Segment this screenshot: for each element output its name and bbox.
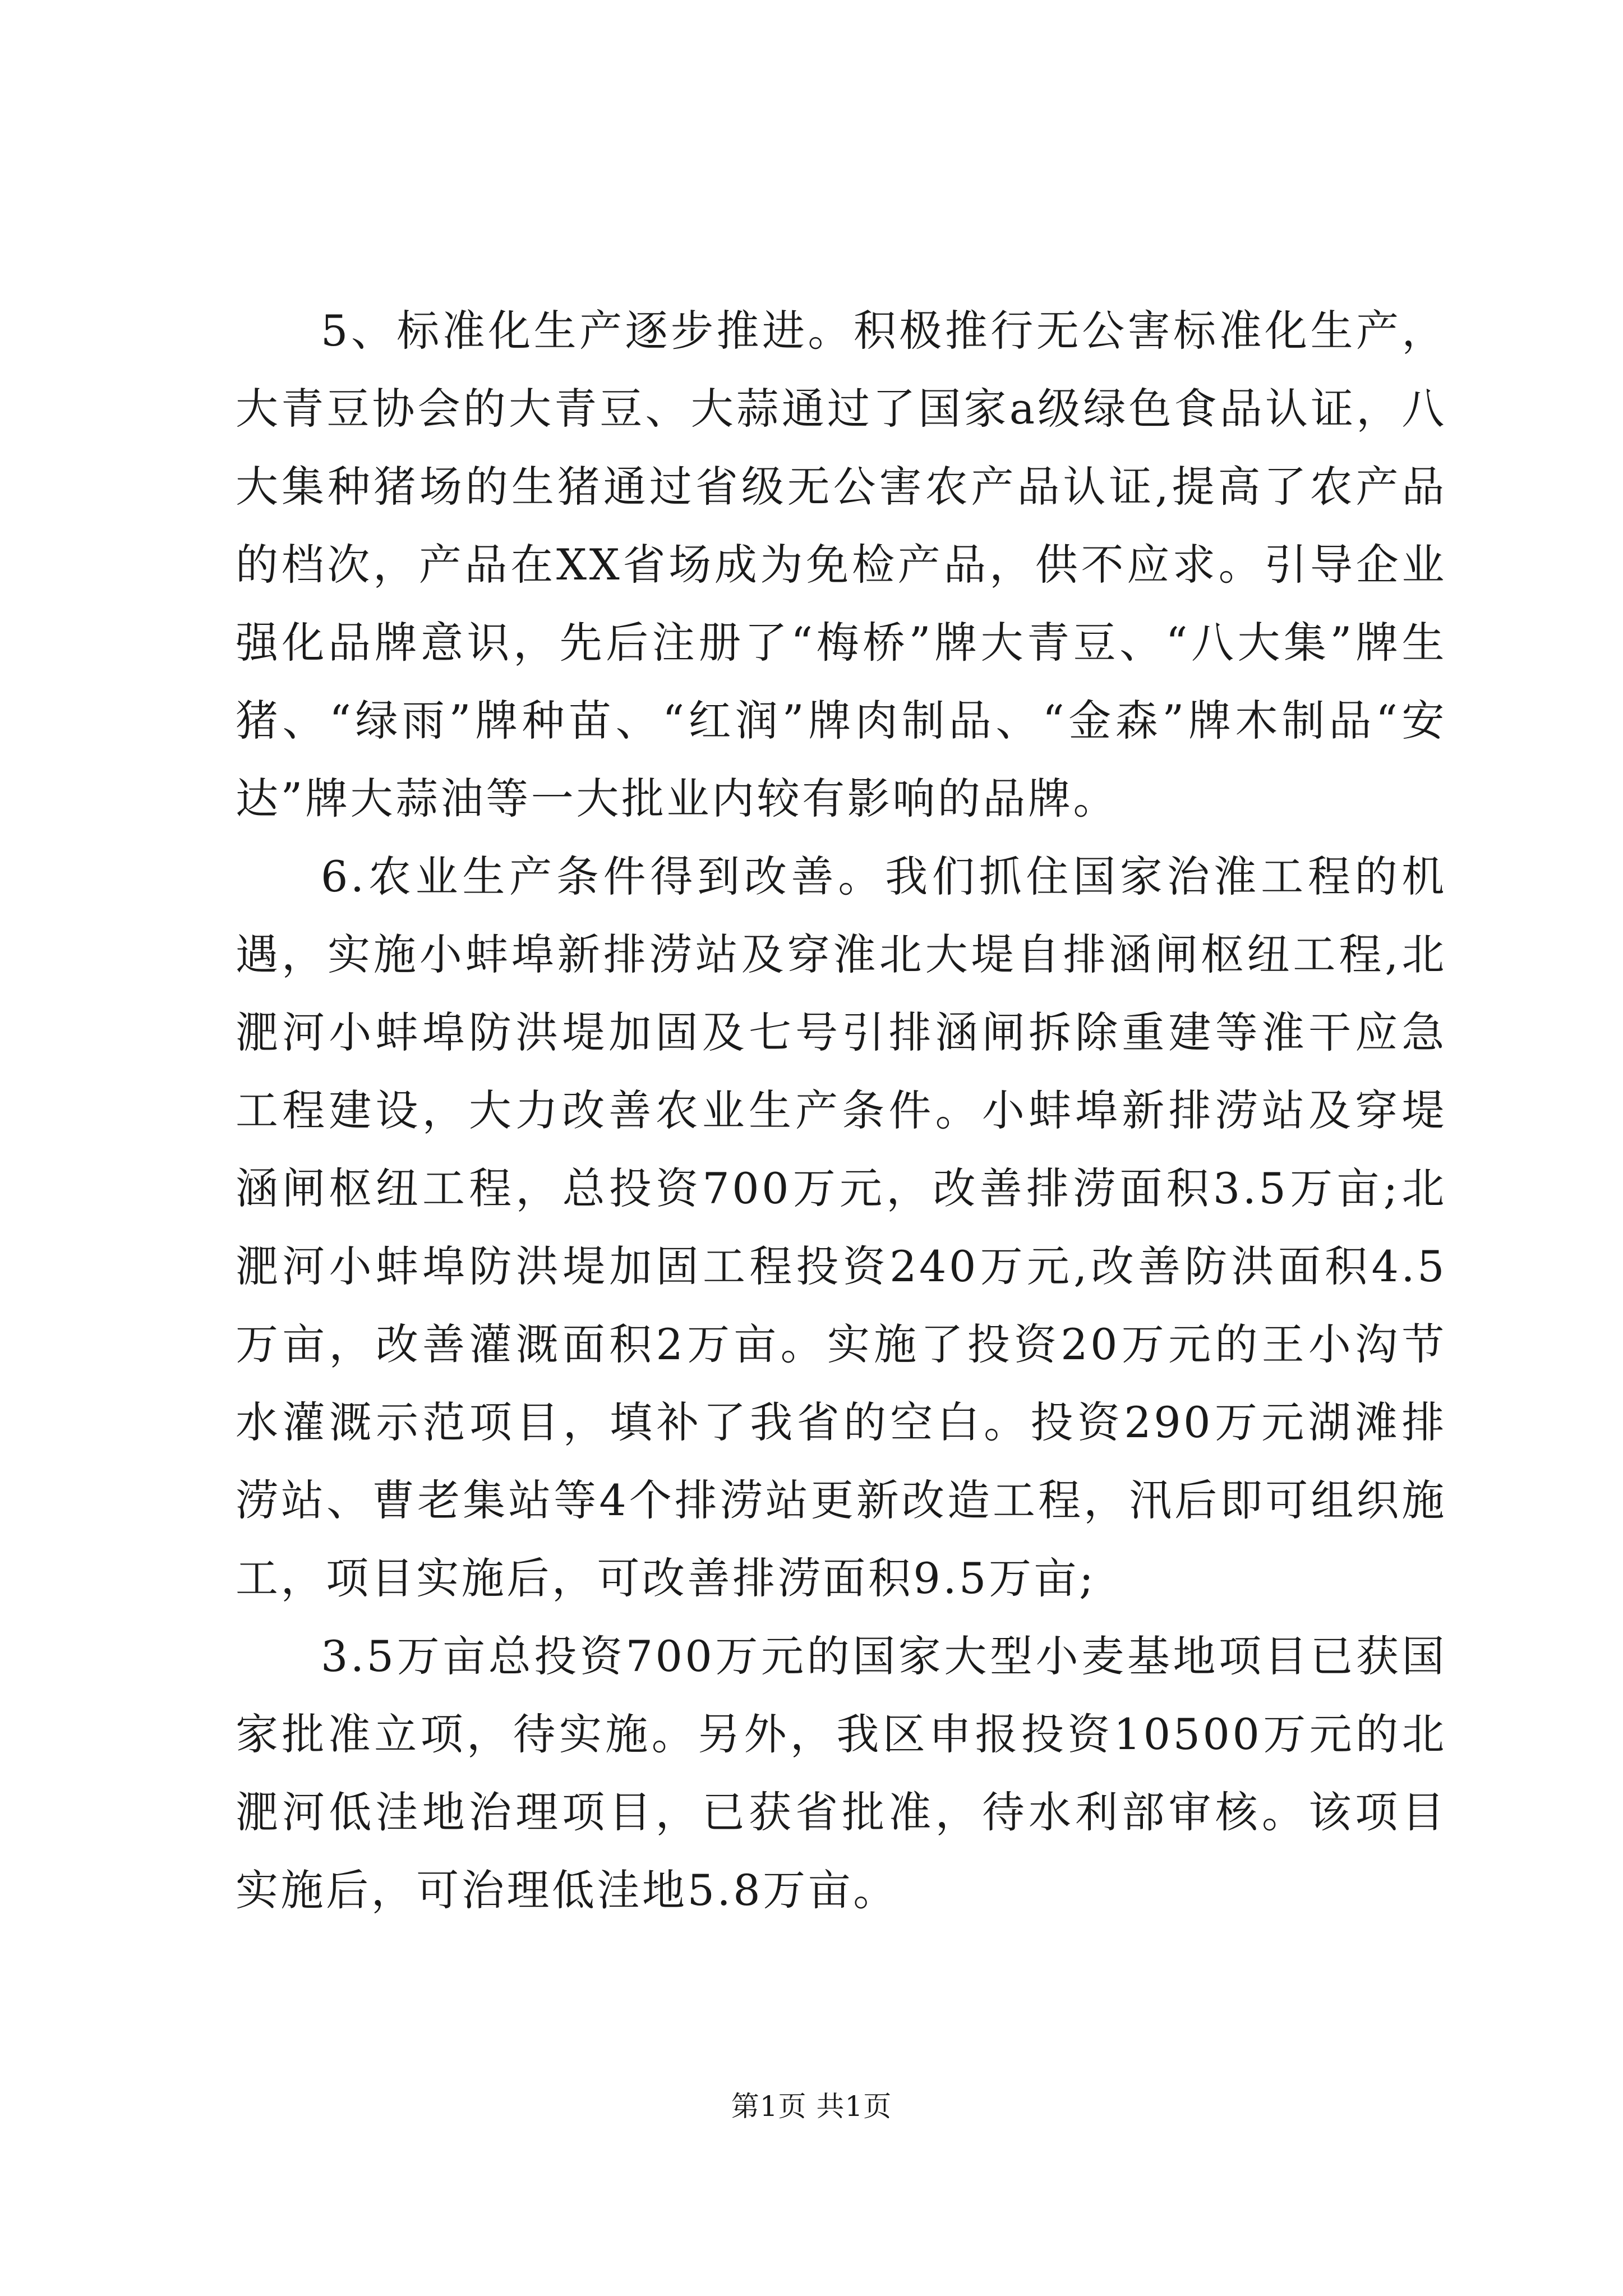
paragraph-wheat-base-project: 3.5万亩总投资700万元的国家大型小麦基地项目已获国家批准立项，待实施。另外，我区申报投资10500万元的北淝河低洼地治理项目，已获省批准，待水利部审核。该项目实施后，可治理低洼地5.8万亩。 [236, 1631, 1447, 1915]
page-number-footer: 第1页 共1页 [731, 2090, 892, 2123]
paragraph-standardized-production: 5、标准化生产逐步推进。积极推行无公害标准化生产，大青豆协会的大青豆、大蒜通过了国家a级绿色食品认证，八大集种猪场的生猪通过省级无公害农产品认证,提高了农产品的档次，产品在XX省场成为免检产品，供不应求。引导企业强化品牌意识，先后注册了“梅桥”牌大青豆、“八大集”牌生猪、“绿雨”牌种苗、“红润”牌肉制品、“金森”牌木制品“安达”牌大蒜油等一大批业内较有影响的品牌。 [236, 306, 1447, 823]
document-body [236, 292, 1447, 1929]
paragraph-agricultural-conditions: 6.农业生产条件得到改善。我们抓住国家治淮工程的机遇，实施小蚌埠新排涝站及穿淮北大堤自排涵闸枢纽工程,北淝河小蚌埠防洪堤加固及七号引排涵闸拆除重建等淮干应急工程建设，大力改善农业生产条件。小蚌埠新排涝站及穿堤涵闸枢纽工程，总投资700万元，改善排涝面积3.5万亩;北淝河小蚌埠防洪堤加固工程投资240万元,改善防洪面积4.5万亩，改善灌溉面积2万亩。实施了投资20万元的王小沟节水灌溉示范项目，填补了我省的空白。投资290万元湖滩排涝站、曹老集站等4个排涝站更新改造工程，汛后即可组织施工，项目实施后，可改善排涝面积9.5万亩; [236, 852, 1447, 1603]
